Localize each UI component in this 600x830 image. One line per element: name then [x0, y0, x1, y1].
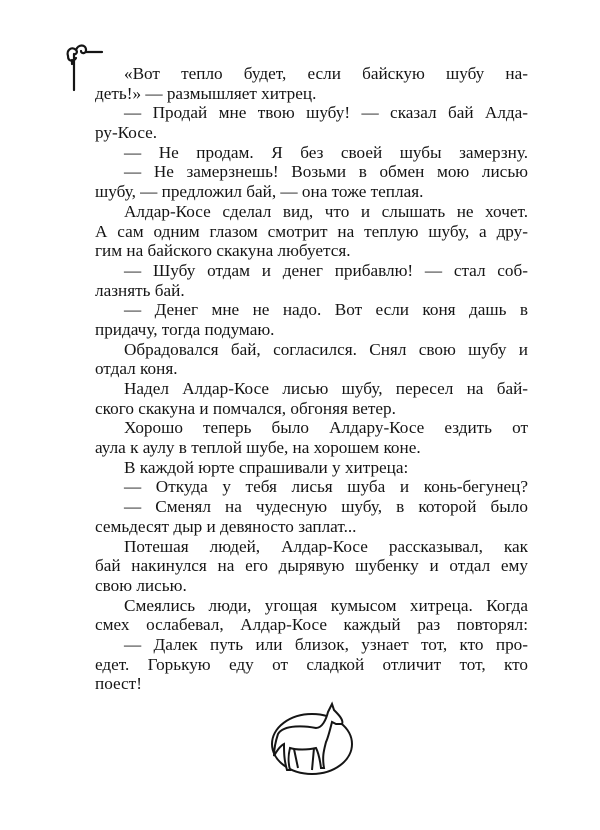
text-line: ского скакуна и помчался, обгоняя ветер.: [95, 398, 396, 418]
text-line: — Продай мне твою шубу! — сказал бай Алда-: [124, 103, 528, 123]
text-line: — Шубу отдам и денег прибавлю! — стал соб-: [124, 260, 528, 280]
text-line: отдал коня.: [95, 359, 178, 379]
text-line: Потешая людей, Алдар-Косе рассказывал, как: [124, 536, 528, 556]
text-line: деть!» — размышляет хитрец.: [95, 83, 317, 103]
text-line: В каждой юрте спрашивали у хитреца:: [124, 457, 409, 477]
text-line: — Денег мне не надо. Вот если коня дашь в: [124, 300, 528, 320]
text-line: — Далек путь или близок, узнает тот, кто про-: [124, 634, 528, 654]
text-line: — Не продам. Я без своей шубы замерзну.: [124, 142, 528, 162]
text-line: — Сменял на чудесную шубу, в которой было: [124, 497, 528, 517]
text-line: бай накинулся на его дырявую шубенку и отдал ему: [95, 556, 528, 576]
horse-illustration-icon: [266, 694, 358, 784]
text-line: лазнять бай.: [95, 280, 185, 300]
text-line: — Не замерзнешь! Возьми в обмен мою лисью: [124, 162, 528, 182]
text-line: Алдар-Косе сделал вид, что и слышать не хочет.: [124, 201, 528, 221]
text-line: поест!: [95, 674, 142, 694]
text-line: «Вот тепло будет, если байскую шубу на-: [124, 64, 528, 83]
text-line: — Откуда у тебя лисья шуба и конь-бегунец?: [124, 477, 528, 497]
text-line: придачу, тогда подумаю.: [95, 319, 275, 339]
text-line: Обрадовался бай, согласился. Снял свою шубу и: [124, 339, 528, 359]
text-line: ру-Косе.: [95, 123, 158, 143]
text-line: Смеялись люди, угощая кумысом хитреца. Когда: [124, 595, 528, 615]
text-line: семьдесят дыр и девяносто заплат...: [95, 516, 357, 536]
text-line: шубу, — предложил бай, — она тоже теплая.: [95, 182, 424, 202]
text-line: Хорошо теперь было Алдару-Косе ездить от: [124, 418, 528, 438]
text-line: смех ослабевал, Алдар-Косе каждый раз повторял:: [95, 615, 528, 635]
text-line: гим на байского скакуна любуется.: [95, 241, 351, 261]
text-line: Надел Алдар-Косе лисью шубу, пересел на бай-: [124, 379, 528, 398]
text-line: аула к аулу в теплой шубе, на хорошем коне.: [95, 438, 421, 458]
story-text: [95, 64, 528, 694]
text-line: едет. Горькую еду от сладкой отличит тот, кто: [95, 654, 528, 674]
text-line: А сам одним глазом смотрит на теплую шубу, а дру-: [95, 221, 528, 241]
text-line: свою лисью.: [95, 575, 187, 595]
